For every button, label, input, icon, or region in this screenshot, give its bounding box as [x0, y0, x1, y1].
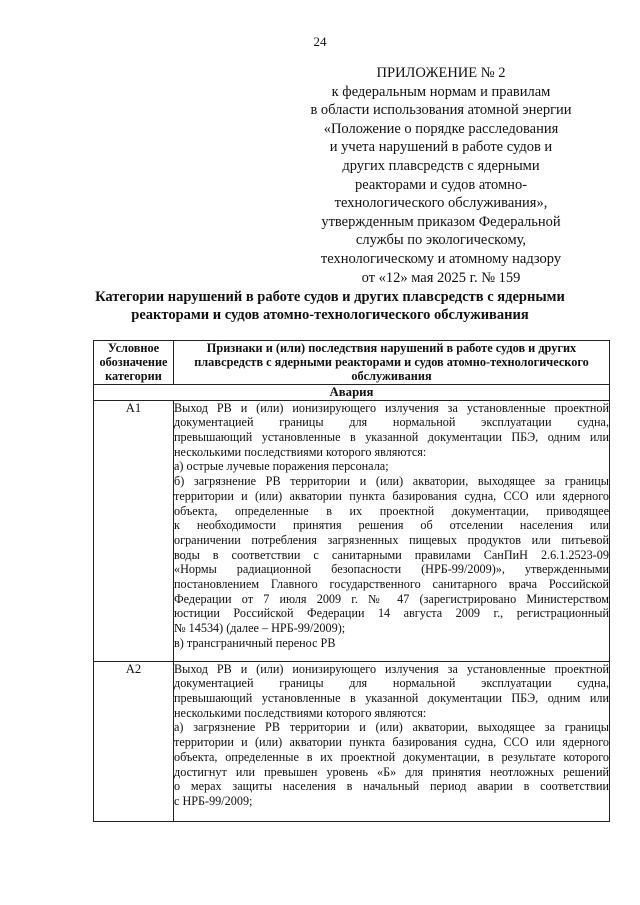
- group-label: Авария: [94, 384, 610, 400]
- text-line: документацией границы для нормальной эксплуатации судна,: [174, 676, 609, 691]
- appendix-line: службы по экологическому,: [355, 232, 527, 249]
- text-line: № 14534) (далее – НРБ-99/2009);: [174, 621, 346, 636]
- header-text: плавсредств с ядерными реакторами и судов атомно-технологического: [194, 355, 589, 370]
- appendix-line: от «12» мая 2025 г. № 159: [361, 269, 521, 286]
- appendix-heading: ПРИЛОЖЕНИЕ № 2: [376, 65, 506, 81]
- appendix-line: в области использования атомной энергии: [310, 102, 572, 119]
- category-description: [174, 661, 610, 821]
- text-line: а) загрязнение РВ территории и (или) акватории, выходящее за границы: [174, 720, 609, 735]
- text-line: к необходимости принятия решения об отселении населения или: [174, 518, 609, 533]
- document-title: [60, 288, 600, 324]
- text-line: территории и (или) акватории пункта базирования судна, ССО или ядерного: [174, 735, 609, 750]
- text-line: юстиции Российской Федерации 14 августа 2009 г., регистрационный: [174, 606, 609, 621]
- text-line: воды в соответствии с санитарными правилами СанПиН 2.6.1.2523-09: [174, 547, 609, 562]
- header-signs-consequences: [174, 341, 610, 385]
- header-text: обозначение: [99, 355, 168, 370]
- table-row: [94, 400, 610, 661]
- table-row: [94, 661, 610, 821]
- appendix-line: реакторами и судов атомно-: [354, 176, 528, 193]
- text-line: с НРБ-99/2009;: [174, 793, 253, 808]
- header-category-code: [94, 341, 174, 385]
- appendix-line: технологического обслуживания»,: [334, 195, 548, 212]
- appendix-line: технологическому и атомному надзору: [320, 250, 562, 267]
- text-line: превышающий установленные в указанной документации ПБЭ, одним или: [174, 691, 609, 706]
- text-line: достигнут или превышен уровень «Б» для принятия неотложных решений: [174, 764, 609, 779]
- appendix-line: к федеральным нормам и правилам: [331, 83, 551, 100]
- text-line: «Нормы радиационной безопасности (НРБ-99/2009)», утвержденными: [174, 562, 609, 577]
- appendix-line: утвержденным приказом Федеральной: [321, 213, 561, 230]
- categories-table: [93, 340, 610, 822]
- text-line: территории и (или) акватории пункта базирования судна, ССО или ядерного: [174, 488, 609, 503]
- table-header-row: [94, 341, 610, 385]
- table-group-row: [94, 384, 610, 400]
- header-text: Условное: [107, 341, 160, 355]
- header-text: категории: [105, 369, 162, 384]
- category-code: А2: [94, 661, 174, 821]
- appendix-line: «Положение о порядке расследования: [323, 120, 559, 137]
- text-line: о мерах защиты населения в начальный период аварии в соответствии: [174, 779, 609, 794]
- text-line: а) острые лучевые поражения персонала;: [174, 459, 389, 474]
- header-text: обслуживания: [351, 369, 432, 384]
- text-line: в) трансграничный перенос РВ: [174, 635, 336, 650]
- appendix-line: и учета нарушений в работе судов и: [329, 139, 553, 156]
- text-line: превышающий установленные в указанной документации ПБЭ, одним или: [174, 430, 609, 445]
- text-line: ограничении потребления загрязненных пищевых продуктов или питьевой: [174, 532, 609, 547]
- text-line: Федерации от 7 июля 2009 г. № 47 (зарегистрировано Министерством: [174, 591, 609, 606]
- text-line: б) загрязнение РВ территории и (или) акватории, выходящее за границы: [174, 474, 609, 489]
- appendix-line: других плавсредств с ядерными: [342, 157, 540, 174]
- text-line: объекта, определенные в их проектной документации, в результате которого: [174, 749, 609, 764]
- text-line: несколькими последствиями которого являются:: [174, 705, 427, 720]
- text-line: несколькими последствиями которого являются:: [174, 444, 427, 459]
- category-code: А1: [94, 400, 174, 661]
- document-title-line: реакторами и судов атомно-технологического обслуживания: [131, 307, 529, 323]
- appendix-block: [282, 64, 600, 287]
- document-title-line: Категории нарушений в работе судов и других плавсредств с ядерными: [95, 289, 565, 305]
- text-line: Выход РВ и (или) ионизирующего излучения за установленные проектной: [174, 400, 609, 415]
- category-description: [174, 400, 610, 661]
- text-line: постановлением Главного государственного санитарного врача Российской: [174, 577, 609, 592]
- text-line: объекта, определенные в их проектной документации, приводящее: [174, 503, 609, 518]
- text-line: документацией границы для нормальной эксплуатации судна,: [174, 415, 609, 430]
- page-number: 24: [313, 34, 327, 49]
- header-text: Признаки и (или) последствия нарушений в работе судов и других: [206, 341, 577, 355]
- text-line: Выход РВ и (или) ионизирующего излучения за установленные проектной: [174, 661, 609, 676]
